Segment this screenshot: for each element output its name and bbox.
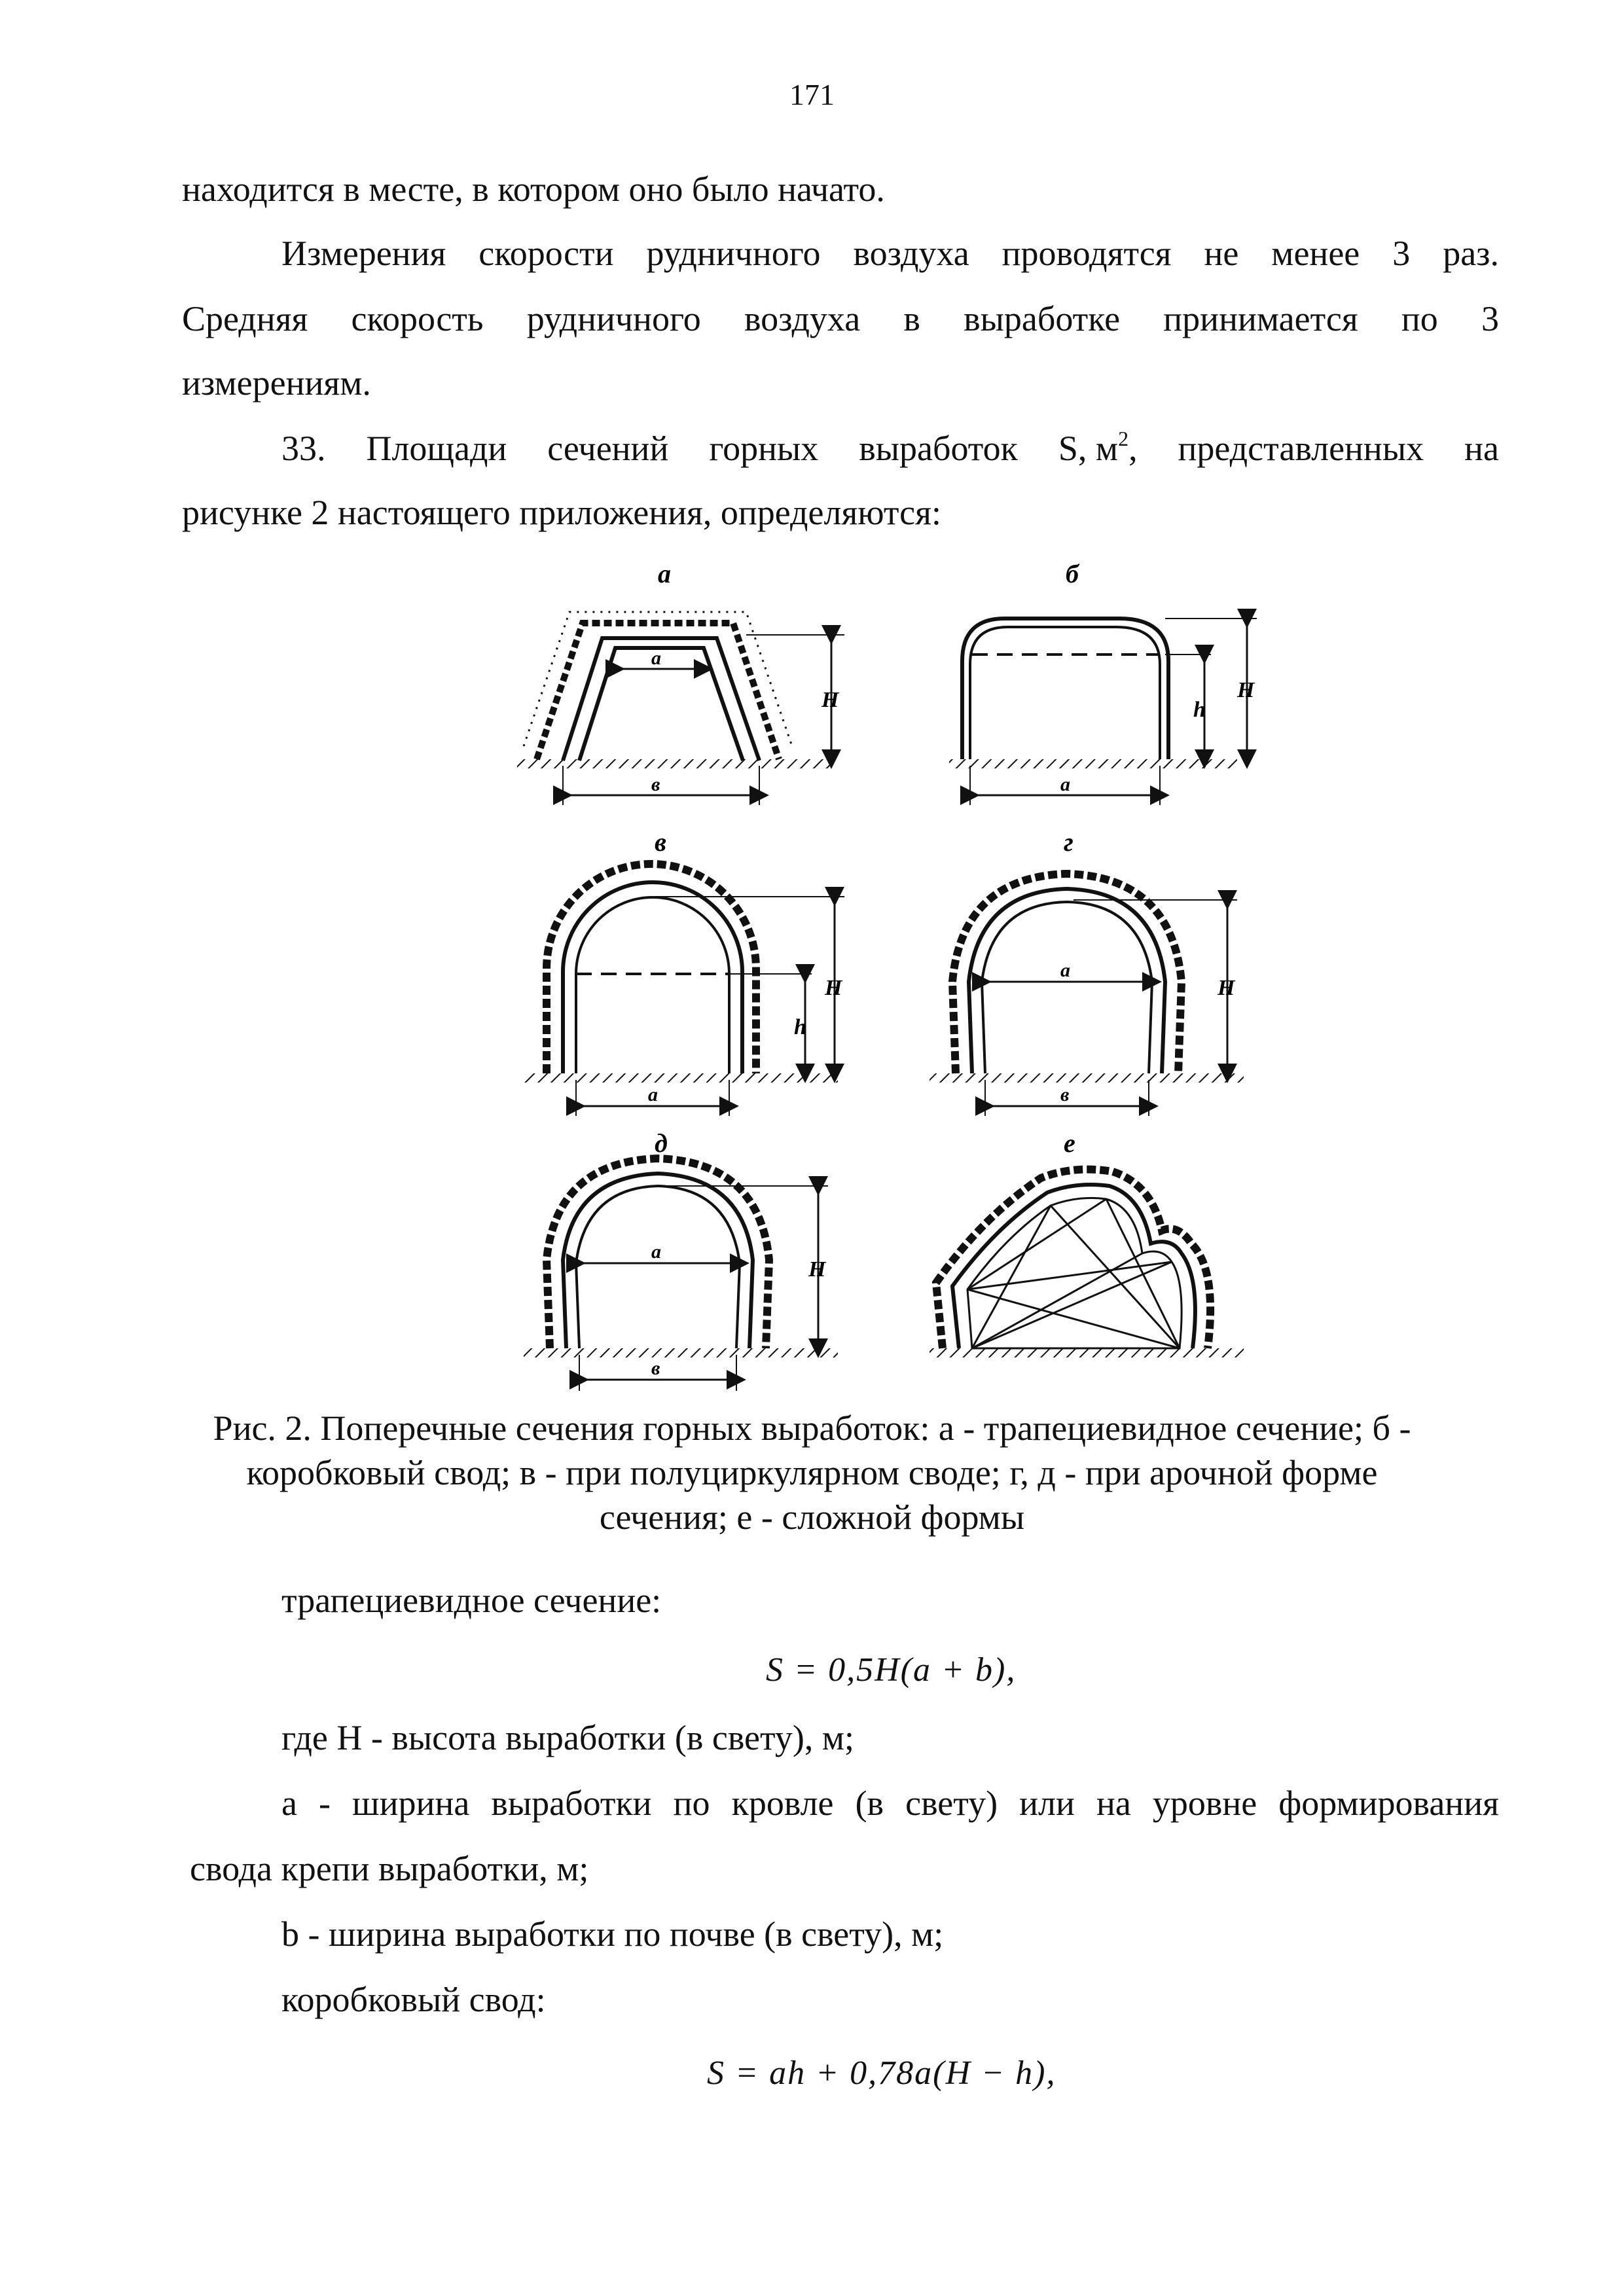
text-where-H: где Н - высота выработки (в свету), м;	[281, 1718, 855, 1757]
word: принимается	[1163, 299, 1358, 338]
section-b-box-vault	[949, 619, 1257, 805]
dim-a-sec-a: а	[651, 647, 661, 669]
text-a-definition-line-2: свода крепи выработки, м;	[190, 1849, 589, 1888]
dim-a-sec-d: а	[651, 1241, 661, 1263]
word: -	[319, 1784, 331, 1823]
word: на	[1464, 429, 1499, 468]
section-a-trapezoid	[517, 612, 844, 805]
dim-b-sec-d: в	[651, 1357, 660, 1379]
page-number: 171	[789, 78, 835, 111]
paragraph-3-line-1	[281, 427, 1499, 468]
label-g: г	[1064, 827, 1074, 857]
figure-caption-line-1: Рис. 2. Поперечные сечения горных выработок: а - трапециевидное сечение; б -	[213, 1408, 1411, 1448]
dim-a-sec-b: а	[1060, 774, 1070, 795]
word: (в	[855, 1784, 884, 1823]
dim-H-sec-a: H	[821, 688, 839, 712]
word: по	[673, 1784, 710, 1823]
text-line-1: находится в месте, в котором оно было начато.	[182, 170, 885, 209]
word: ширина	[352, 1784, 470, 1823]
word: на	[1096, 1784, 1131, 1823]
word: не	[1204, 234, 1239, 273]
word: сечений	[547, 429, 669, 468]
word: раз.	[1443, 234, 1499, 273]
paragraph-2-line-1	[281, 236, 1499, 271]
dim-h-sec-b: h	[1193, 698, 1206, 722]
word: S, $м^2$,	[1058, 427, 1138, 468]
dim-H-sec-d: H	[808, 1257, 826, 1282]
paragraph-3-line-2: рисунке 2 настоящего приложения, определяются:	[182, 493, 941, 532]
superscript: 2	[1118, 427, 1129, 450]
word: свету)	[905, 1784, 998, 1823]
word: выработке	[964, 299, 1121, 338]
word: в	[903, 299, 920, 338]
word: менее	[1271, 234, 1360, 273]
dim-H-sec-v: H	[825, 976, 842, 1000]
word: 3	[1392, 234, 1411, 273]
label-a: а	[658, 559, 671, 588]
paragraph-2-line-2	[182, 301, 1499, 336]
word: выработок	[859, 429, 1018, 468]
dim-h-sec-v: h	[794, 1015, 806, 1039]
formula-box-vault: S = ah + 0,78a(H − h),	[707, 2054, 1056, 2092]
word: 3	[1481, 299, 1499, 338]
word: формирования	[1278, 1784, 1499, 1823]
word: воздуха	[744, 299, 861, 338]
section-g-arched	[929, 874, 1244, 1116]
dim-H-sec-g: H	[1218, 976, 1235, 1000]
word: уровне	[1152, 1784, 1257, 1823]
figure-caption-line-3: сечения; е - сложной формы	[599, 1498, 1025, 1537]
text-a-definition-line-1	[281, 1785, 1499, 1821]
word: 33.	[281, 429, 326, 468]
word: по	[1401, 299, 1438, 338]
word: рудничного	[646, 234, 821, 273]
word: рудничного	[526, 299, 701, 338]
section-d-arched	[524, 1158, 838, 1391]
dim-b-sec-a: в	[651, 774, 660, 795]
word: Площади	[366, 429, 507, 468]
word: а	[281, 1784, 297, 1823]
word: воздуха	[853, 234, 969, 273]
dim-H-sec-b: H	[1237, 678, 1255, 702]
paragraph-2-line-3: измерениям.	[182, 363, 371, 403]
dim-a-sec-g: а	[1060, 960, 1070, 981]
word: или	[1019, 1784, 1075, 1823]
word: кровле	[731, 1784, 834, 1823]
label-e: е	[1064, 1128, 1075, 1158]
figure-caption-line-2: коробковый свод; в - при полуциркулярном своде; г, д - при арочной форме	[246, 1453, 1378, 1492]
label-b: б	[1066, 559, 1079, 588]
text-trapezoid-heading: трапециевидное сечение:	[281, 1581, 662, 1620]
text-b-definition: b - ширина выработки по почве (в свету), м;	[281, 1914, 944, 1954]
word: представленных	[1178, 429, 1424, 468]
text-box-vault-heading: коробковый свод:	[281, 1980, 546, 2019]
label-v: в	[655, 827, 666, 857]
word: Измерения	[281, 234, 446, 273]
word: горных	[709, 429, 819, 468]
formula-trapezoid: S = 0,5H(a + b),	[766, 1651, 1017, 1689]
section-e-complex	[929, 1170, 1244, 1357]
section-v-semicircular	[524, 864, 844, 1116]
dim-b-sec-g: в	[1060, 1084, 1070, 1105]
word: проводятся	[1001, 234, 1172, 273]
word: скорость	[351, 299, 484, 338]
label-d: д	[655, 1128, 668, 1158]
word: Средняя	[182, 299, 308, 338]
word: выработки	[491, 1784, 652, 1823]
dim-a-sec-v: а	[648, 1084, 658, 1105]
word: скорости	[478, 234, 614, 273]
